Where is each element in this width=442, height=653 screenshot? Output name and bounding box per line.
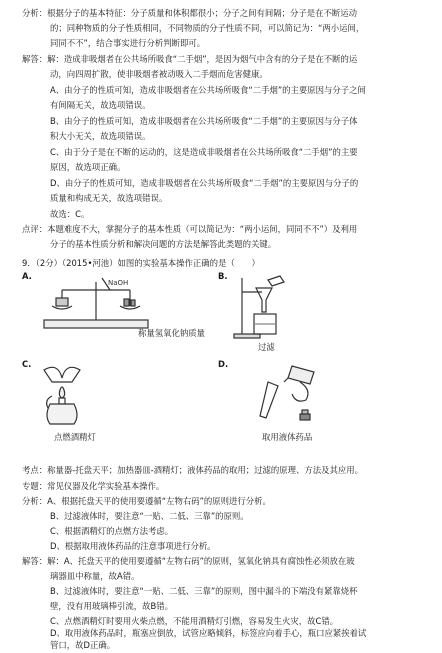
analysis-q8-line-1: 分析：根据分子的基本特征：分子质量和体积都很小；分子之间有间隔；分子是在不断运动: [22, 8, 357, 18]
answer-q8-line-9: D、由分子的性质可知，造成非吸烟者在公共场所吸食“二手烟”的主要原因与分子的: [50, 178, 359, 188]
answer-q9-line-6: D、取用液体药品时，瓶塞应倒放，试管应略倾斜，标签应向着手心，瓶口应紧挨着试: [50, 628, 367, 638]
answer-q9-line-1: 解答：解：A、托盘天平的使用要遵循“左物右码”的原则，氢氧化钠具有腐蚀性必须放在玻: [22, 556, 355, 566]
comment-q8-line-2: 分子的基本性质分析和解决问题的方法是解答此类题的关键。: [50, 239, 277, 249]
comment-q8-line-1: 点评：本题难度不大，掌握分子的基本性质（可以简记为：“两小运间，同同不不”）及利用: [22, 224, 358, 234]
option-d-caption: 取用液体药品: [262, 432, 313, 442]
filtration-figure: [232, 272, 296, 340]
analysis-q8-line-3: 同同不不”，结合事实进行分析判断即可。: [50, 38, 206, 48]
answer-q9-line-2: 璃器皿中称量，故A错。: [50, 571, 140, 581]
answer-q8-line-8: 原因，故选项正确。: [50, 162, 126, 172]
option-c-letter: C.: [22, 359, 32, 369]
answer-q9-line-7: 管口，故D正确。: [50, 640, 116, 650]
answer-q8-line-2: 动，向四周扩散，使非吸烟者被动吸入二手烟而危害健康。: [50, 69, 268, 79]
points-q9-line-1: 考点：称量器-托盘天平；加热器皿-酒精灯；液体药品的取用；过滤的原理、方法及其应用。: [22, 465, 364, 475]
option-c-caption: 点燃酒精灯: [54, 432, 96, 442]
answer-q9-line-3: B、过滤液体时，要注意“一贴、二低、三靠”的原则，图中漏斗的下端没有紧靠烧杯: [50, 586, 358, 596]
answer-q8-line-11: 故选：C。: [50, 209, 90, 219]
answer-q8-line-3: A、由分子的性质可知，造成非吸烟者在公共场所吸食“二手烟”的主要原因与分子之间: [50, 85, 366, 95]
answer-q8-line-4: 有间隔无关，故选项错误。: [50, 100, 151, 110]
analysis-q8-line-2: 的；同种物质的分子性质相同，不同物质的分子性质不同，可以简记为：“两小运间，: [50, 23, 365, 33]
analysis-q9-line-1: 分析：A、根据托盘天平的使用要遵循“左物右码”的原则进行分析。: [22, 496, 271, 506]
liquid-pouring-figure: [256, 360, 322, 426]
analysis-q9-line-3: C、根据酒精灯的点燃方法考虑。: [50, 526, 174, 536]
alcohol-lamp-figure: [38, 360, 88, 428]
option-b-letter: B.: [218, 271, 228, 281]
answer-q8-line-5: B、由分子的性质可知，造成非吸烟者在公共场所吸食“二手烟”的主要原因与分子体: [50, 116, 358, 126]
option-a-caption: 称量氢氧化钠质量: [138, 328, 205, 338]
answer-q9-line-5: C、点燃酒精灯时要用火柴点燃，不能用酒精灯引燃，容易发生火灾，故C错。: [50, 616, 339, 626]
answer-q9-line-4: 壁，没有用玻璃棒引流，故B错。: [50, 601, 173, 611]
answer-q8-line-6: 积大小无关，故选项错误。: [50, 131, 151, 141]
answer-q8-line-1: 解答：解：造成非吸烟者在公共场所吸食“二手烟”，是因为烟气中含有的分子是在不断的运: [22, 54, 358, 64]
analysis-q9-line-2: B、过滤液体时，要注意“一贴、二低、三靠”的原则。: [50, 511, 249, 521]
question-q9: 9．（2分）（2015•河池）如图的实验基本操作正确的是（ ）: [22, 258, 260, 268]
option-a-letter: A.: [22, 271, 32, 281]
naoh-label: NaOH: [108, 279, 129, 287]
analysis-q9-line-4: D、根据取用液体药品的注意事项进行分析。: [50, 541, 216, 551]
answer-q8-line-7: C、由于分子是在不断的运动的，这是造成非吸烟者在公共场所吸食“二手烟”的主要: [50, 147, 358, 157]
option-b-caption: 过滤: [258, 342, 275, 352]
answer-q8-line-10: 质量和构成无关，故选项错误。: [50, 193, 168, 203]
points-q9-line-2: 专题：常见仪器及化学实验基本操作。: [22, 481, 165, 491]
balance-figure: [42, 276, 150, 336]
option-d-letter: D.: [218, 359, 229, 369]
